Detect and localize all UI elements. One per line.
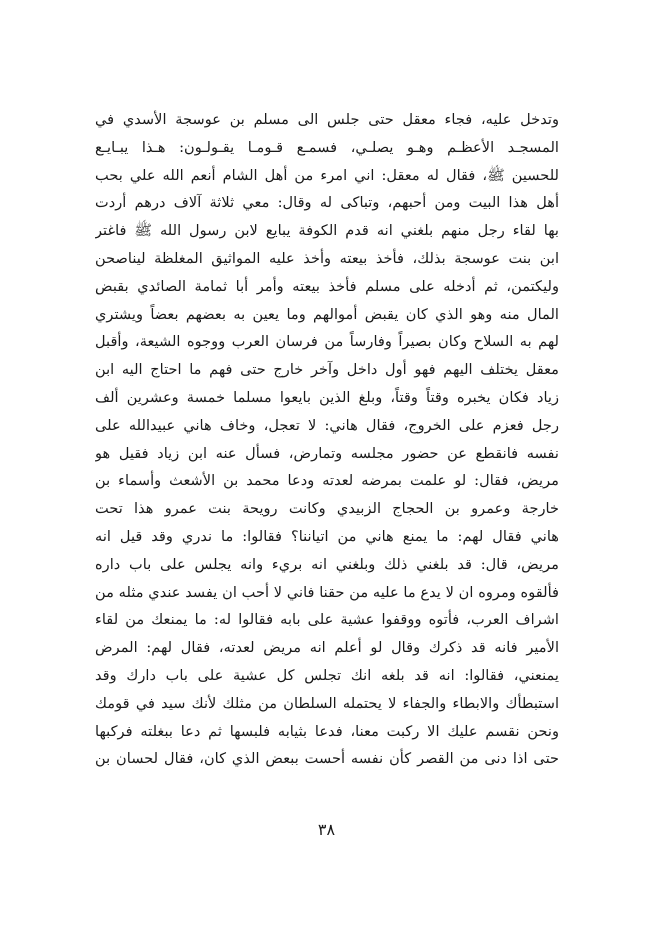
text-line: يمنعني، فقالوا: انه قد بلغه انك تجلس كل عشية على باب دارك وقد <box>95 666 559 684</box>
text-line: المسجـد الأعظـم وهـو يصلـي، فسمـع قـومـا يقـولـون: هـذا يبـايـع <box>95 138 559 156</box>
text-line: مريض، فقال: لو علمت بمرضه لعدته ودعا محمد بن الأشعث وأسماء بن <box>95 472 559 490</box>
text-line: وتدخل عليه، فجاء معقل حتى جلس الى مسلم بن عوسجة الأسدي في <box>95 111 559 128</box>
text-line: ابن بنت عوسجة بذلك، فأخذ بيعته وأخذ عليه المواثيق المغلظة ليناصحن <box>95 249 559 267</box>
text-line: بها لقاء رجل منهم بلغني انه قدم الكوفة يبايع لابن رسول الله ﷺ فاغتر <box>95 222 559 240</box>
text-line: استبطأك والابطاء والجفاء لا يحتمله السلطان من مثلك لأنك سيد في قومك <box>95 694 559 712</box>
text-line: أهل هذا البيت ومن أحبهم، وتباكى له وقال: معي ثلاثة آلاف درهم أردت <box>95 194 559 212</box>
text-line: ونحن نقسم عليك الا ركبت معنا، فدعا بثيابه فلبسها ثم دعا ببغلته فركبها <box>95 722 559 740</box>
body-text <box>95 106 559 773</box>
text-line: نفسه فانقطع عن حضور مجلسه وتمارض، فسأل عنه ابن زياد فقيل هو <box>95 444 559 462</box>
text-line: مريض، قال: قد بلغني ذلك وبلغني انه بريء وانه يجلس على باب داره <box>95 555 559 573</box>
text-line: حتى اذا دنى من القصر كأن نفسه أحست ببعض الذي كان، فقال لحسان بن <box>95 750 559 768</box>
text-line: هاني فقال لهم: ما يمنع هاني من اتياننا؟ فقالوا: ما ندري وقد قيل انه <box>95 527 559 545</box>
text-line: فألقوه ومروه ان لا يدع ما عليه من حقنا فاني لا أحب ان يفسد عندي مثله من <box>95 583 559 601</box>
text-line: وليكتمن، ثم أدخله على مسلم فأخذ بيعته وأمر أبا ثمامة الصائدي بقبض <box>95 277 559 295</box>
text-line: المال منه وهو الذي كان يقبض أموالهم وما يعين به بعضهم بعضاً ويشتري <box>95 305 559 323</box>
text-line: الأمير فانه قد ذكرك وقال لو أعلم انه مريض لعدته، فقال لهم: المرض <box>95 639 559 657</box>
text-line: زياد فكان يخبره وقتاً وقتاً، وبلغ الذين بايعوا مسلما خمسة وعشرين ألف <box>95 388 559 406</box>
text-line: لهم به السلاح وكان بصيراً وفارساً من فرسان العرب ووجوه الشيعة، وأقبل <box>95 333 559 351</box>
page-number: ٣٨ <box>317 820 336 839</box>
text-line: رجل فعزم على الخروج، فقال هاني: لا تعجل، وخاف هاني عبيدالله على <box>95 416 559 434</box>
text-line: خارجة وعمرو بن الحجاج الزبيدي وكانت رويحة بنت عمرو هذا تحت <box>95 500 559 518</box>
text-line: معقل يختلف اليهم فهو أول داخل وآخر خارج حتى فهم ما احتاج اليه ابن <box>95 361 559 379</box>
text-line: للحسين ﷺ، فقال له معقل: اني امرء من أهل الشام أنعم الله علي بحب <box>95 166 559 184</box>
text-line: اشراف العرب، فأتوه ووقفوا عشية على بابه فقالوا له: ما يمنعك من لقاء <box>95 611 559 629</box>
